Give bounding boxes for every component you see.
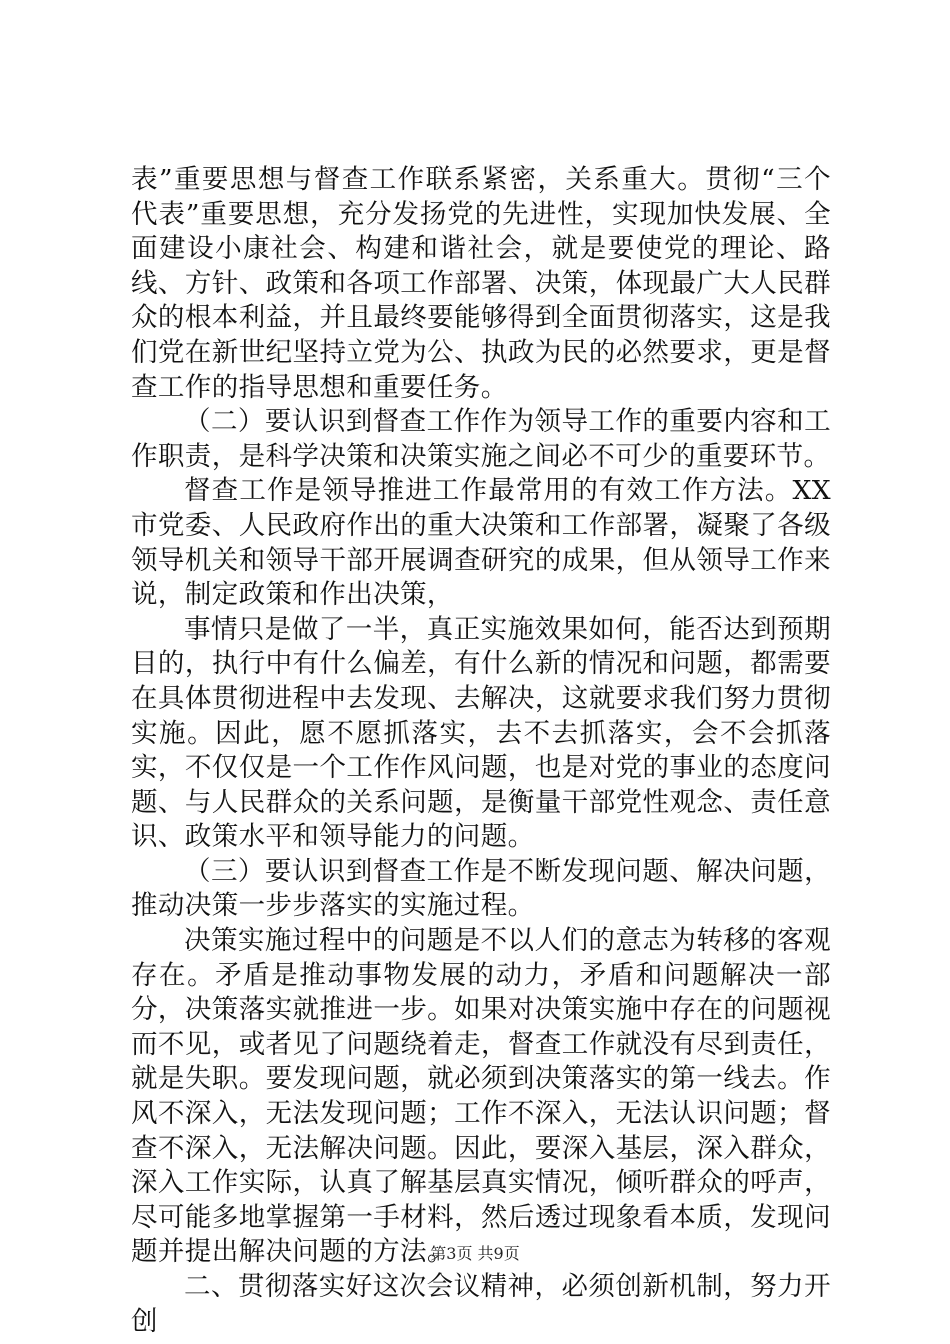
paragraph-6: 决策实施过程中的问题是不以人们的意志为转移的客观存在。矛盾是推动事物发展的动力，矛盾和问题解决一部分，决策落实就推进一步。如果对决策实施中存在的问题视而不见，或者见了问题绕着走，督查工作就没有尽到责任，就是失职。要发现问题，就必须到决策落实的第一线去。作风不深入，无法发现问题；工作不深入，无法认识问题；督查不深入，无法解决问题。因此，要深入基层，深入群众，深入工作实际，认真了解基层真实情况，倾听群众的呼声，尽可能多地掌握第一手材料，然后透过现象看本质，发现问题并提出解决问题的方法。 (131, 925, 831, 1268)
page-number-label: 第3页 共9页 (430, 1244, 520, 1263)
paragraph-3: 督查工作是领导推进工作最常用的有效工作方法。XX市党委、人民政府作出的重大决策和工作部署，凝聚了各级领导机关和领导干部开展调查研究的成果，但从领导工作来说，制定政策和作出决策， (131, 475, 831, 611)
page-footer (0, 1244, 950, 1264)
paragraph-1: 表”重要思想与督查工作联系紧密，关系重大。贯彻“三个代表”重要思想，充分发扬党的先进性，实现加快发展、全面建设小康社会、构建和谐社会，就是要使党的理论、路线、方针、政策和各项工作部署、决策，体现最广大人民群众的根本利益，并且最终要能够得到全面贯彻落实，这是我们党在新世纪坚持立党为公、执政为民的必然要求，更是督查工作的指导思想和重要任务。 (131, 164, 831, 403)
paragraph-5-heading: （三）要认识到督查工作是不断发现问题、解决问题，推动决策一步步落实的实施过程。 (131, 855, 831, 922)
paragraph-4: 事情只是做了一半，真正实施效果如何，能否达到预期目的，执行中有什么偏差，有什么新的情况和问题，都需要在具体贯彻进程中去发现、去解决，这就要求我们努力贯彻实施。因此，愿不愿抓落实，去不去抓落实，会不会抓落实，不仅仅是一个工作作风问题，也是对党的事业的态度问题、与人民群众的关系问题，是衡量干部党性观念、责任意识、政策水平和领导能力的问题。 (131, 613, 831, 853)
document-body (131, 163, 831, 1339)
paragraph-2-heading: （二）要认识到督查工作作为领导工作的重要内容和工作职责，是科学决策和决策实施之间必不可少的重要环节。 (131, 406, 831, 472)
paragraph-7-heading: 二、贯彻落实好这次会议精神，必须创新机制，努力开创 (131, 1271, 831, 1337)
